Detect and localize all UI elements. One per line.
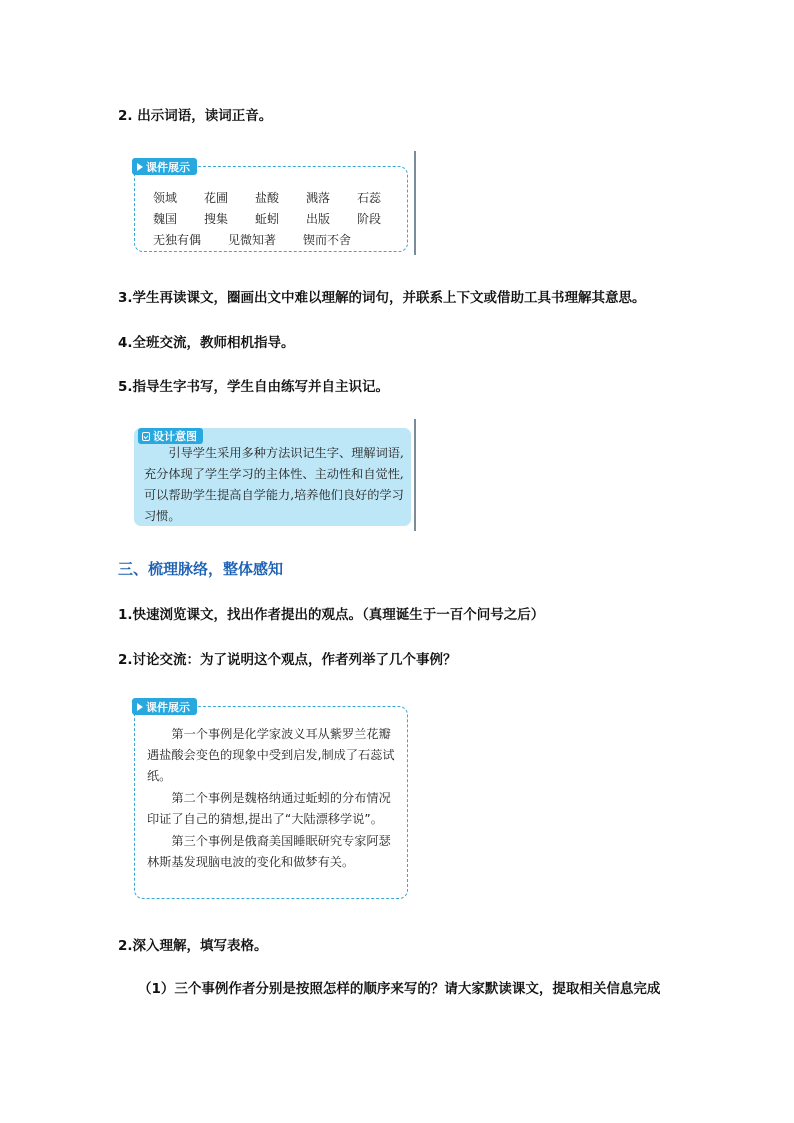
step-5-text: 5.指导生字书写，学生自由练写并自主识记。	[118, 379, 390, 395]
courseware-tag-label: 课件展示	[146, 160, 190, 174]
vocab-word: 溅落	[306, 191, 331, 205]
vocab-row-1	[153, 187, 408, 208]
section-3-item-3: 2.深入理解，填写表格。	[118, 938, 268, 954]
vocab-idiom: 无独有偶	[153, 233, 202, 247]
vocab-word: 出版	[306, 212, 331, 226]
step-2-text: 2. 出示词语，读词正音。	[118, 108, 273, 124]
design-intent-tag	[138, 428, 203, 444]
section-3-item-1: 1.快速浏览课文，找出作者提出的观点。（真理诞生于一百个问号之后）	[118, 607, 545, 623]
vocab-word: 阶段	[357, 212, 382, 226]
section-3-item-3-sub: （1）三个事例作者分别是按照怎样的顺序来写的？请大家默读课文，提取相关信息完成	[138, 981, 661, 997]
step-4-text: 4.全班交流，教师相机指导。	[118, 335, 295, 351]
design-intent-box	[134, 428, 411, 526]
vocab-word: 花圃	[204, 191, 229, 205]
courseware-tag-label: 课件展示	[146, 700, 190, 714]
vocab-word: 蚯蚓	[255, 212, 280, 226]
courseware-tag	[132, 158, 197, 175]
clipboard-check-icon	[142, 432, 150, 441]
vocab-word: 盐酸	[255, 191, 280, 205]
courseware-tag	[132, 698, 197, 715]
vocab-idiom: 锲而不舍	[303, 233, 352, 247]
section-3-item-2: 2.讨论交流：为了说明这个观点，作者列举了几个事例？	[118, 652, 457, 668]
design-intent-text: 引导学生采用多种方法识记生字、理解词语,充分体现了学生学习的主体性、主动性和自觉性,可以帮助学生提高自学能力,培养他们良好的学习习惯。	[144, 446, 404, 523]
step-3-text: 3.学生再读课文，圈画出文中难以理解的词句，并联系上下文或借助工具书理解其意思。	[118, 290, 646, 306]
vocab-idiom: 见微知著	[228, 233, 277, 247]
examples-text	[147, 724, 395, 874]
courseware-card-vocab	[134, 160, 408, 252]
vocab-grid	[153, 187, 408, 250]
vocab-word: 魏国	[153, 212, 178, 226]
play-arrow-icon	[137, 703, 143, 711]
example-1: 第一个事例是化学家波义耳从紫罗兰花瓣遇盐酸会变色的现象中受到启发,制成了石蕊试纸。	[147, 727, 395, 783]
example-2: 第二个事例是魏格纳通过蚯蚓的分布情况印证了自己的猜想,提出了“大陆漂移学说”。	[147, 791, 391, 826]
vocab-word: 石蕊	[357, 191, 382, 205]
section-3-heading: 三、梳理脉络，整体感知	[118, 560, 284, 578]
vocab-row-3	[153, 229, 408, 250]
play-arrow-icon	[137, 163, 143, 171]
card-side-bar	[414, 151, 416, 255]
vocab-row-2	[153, 208, 408, 229]
vocab-word: 领域	[153, 191, 178, 205]
design-side-bar	[414, 419, 416, 531]
vocab-word: 搜集	[204, 212, 229, 226]
courseware-card-examples	[134, 700, 408, 899]
example-3: 第三个事例是俄裔美国睡眠研究专家阿瑟林斯基发现脑电波的变化和做梦有关。	[147, 834, 391, 869]
design-intent-tag-label: 设计意图	[153, 430, 197, 443]
